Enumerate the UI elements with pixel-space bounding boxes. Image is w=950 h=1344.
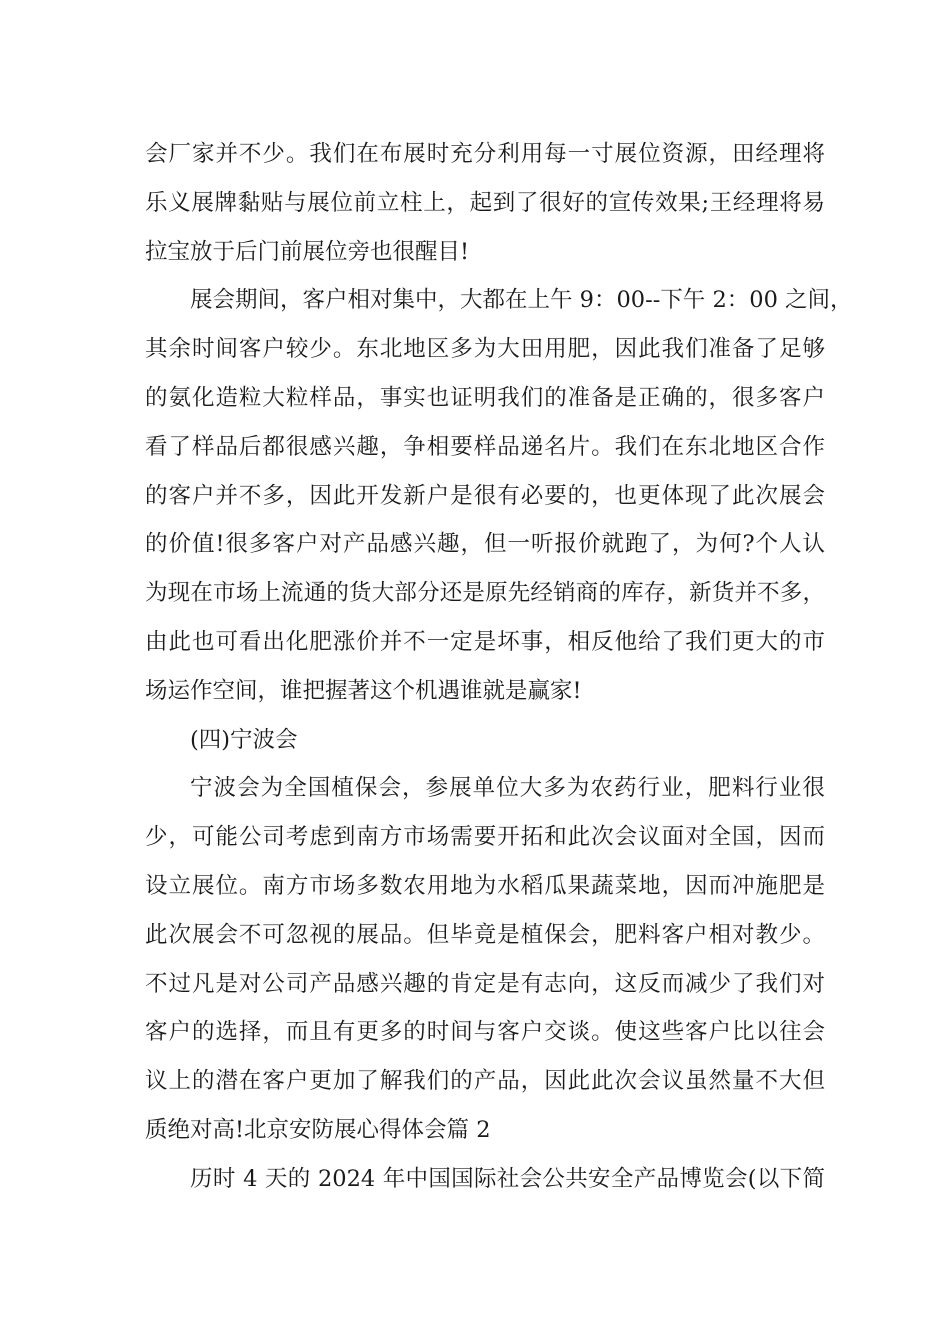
text-line: 宁波会为全国植保会，参展单位大多为农药行业，肥料行业很	[190, 775, 825, 802]
text-line: 拉宝放于后门前展位旁也很醒目!	[145, 238, 470, 265]
text-line: 的客户并不多，因此开发新户是很有必要的，也更体现了此次展会	[145, 482, 825, 509]
text-line: (四)宁波会	[190, 726, 298, 753]
text-line: 场运作空间，谁把握著这个机遇谁就是赢家!	[145, 677, 582, 704]
text-line: 议上的潜在客户更加了解我们的产品，因此此次会议虽然量不大但	[145, 1068, 825, 1095]
text-line: 不过凡是对公司产品感兴趣的肯定是有志向，这反而减少了我们对	[145, 970, 825, 997]
text-line: 的价值!很多客户对产品感兴趣，但一听报价就跑了，为何?个人认	[145, 531, 825, 558]
document-body-text	[145, 130, 853, 1204]
text-line: 客户的选择，而且有更多的时间与客户交谈。使这些客户比以往会	[145, 1019, 825, 1046]
text-line: 少，可能公司考虑到南方市场需要开拓和此次会议面对全国，因而	[145, 824, 825, 851]
text-line: 的氨化造粒大粒样品，事实也证明我们的准备是正确的，很多客户	[145, 384, 825, 411]
text-line: 展会期间，客户相对集中，大都在上午 9：00--下午 2：00 之间，	[190, 287, 853, 314]
text-line: 历时 4 天的 2024 年中国国际社会公共安全产品博览会(以下简	[190, 1165, 825, 1192]
text-line: 质绝对高!北京安防展心得体会篇 2	[145, 1116, 491, 1143]
text-line: 为现在市场上流通的货大部分还是原先经销商的库存，新货并不多，	[145, 580, 825, 607]
text-line: 看了样品后都很感兴趣，争相要样品递名片。我们在东北地区合作	[145, 433, 825, 460]
text-line: 乐义展牌黏贴与展位前立柱上，起到了很好的宣传效果;王经理将易	[145, 189, 825, 216]
text-line: 此次展会不可忽视的展品。但毕竟是植保会，肥料客户相对教少。	[145, 921, 825, 948]
text-line: 其余时间客户较少。东北地区多为大田用肥，因此我们准备了足够	[145, 336, 825, 363]
text-line: 设立展位。南方市场多数农用地为水稻瓜果蔬菜地，因而冲施肥是	[145, 872, 825, 899]
text-line: 由此也可看出化肥涨价并不一定是坏事，相反他给了我们更大的市	[145, 628, 825, 655]
text-line: 会厂家并不少。我们在布展时充分利用每一寸展位资源，田经理将	[145, 141, 825, 167]
